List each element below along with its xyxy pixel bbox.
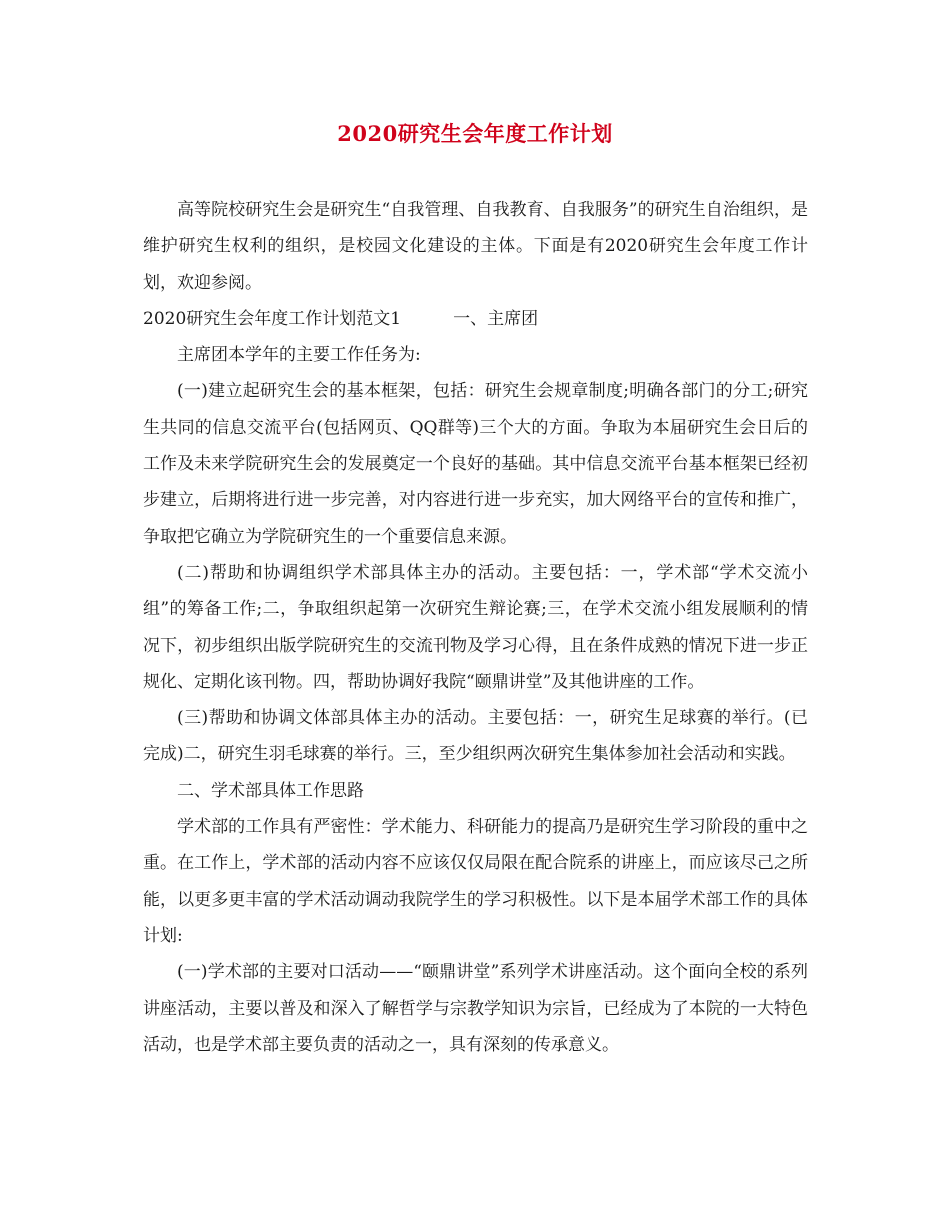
section2-heading: 二、学术部具体工作思路 [177,780,364,801]
section2-paragraph: 学术部的工作具有严密性：学术能力、科研能力的提高乃是研究生学习阶段的重中之重。在工作上，学术部的活动内容不应该仅仅局限在配合院系的讲座上，而应该尽己之所能，以更多更丰富的学术活动调动我院学生的学习积极性。以下是本届学术部工作的具体计划: [143,817,808,946]
document-body [143,192,808,1063]
sample-heading-line [143,301,808,337]
section1-lead: 主席团本学年的主要工作任务为: [177,345,421,366]
section1-heading: 一、主席团 [453,308,539,329]
sample-heading: 2020研究生会年度工作计划范文1 [143,308,402,329]
section1-item1: (一)建立起研究生会的基本框架，包括：研究生会规章制度;明确各部门的分工;研究生共同的信息交流平台(包括网页、QQ群等)三个大的方面。争取为本届研究生会日后的工作及未来学院研究生会的发展奠定一个良好的基础。其中信息交流平台基本框架已经初步建立，后期将进行进一步完善，对内容进行进一步充实，加大网络平台的宣传和推广，争取把它确立为学院研究生的一个重要信息来源。 [143,381,808,547]
intro-paragraph: 高等院校研究生会是研究生“自我管理、自我教育、自我服务”的研究生自治组织，是维护研究生权利的组织，是校园文化建设的主体。下面是有2020研究生会年度工作计划，欢迎参阅。 [143,200,808,293]
section1-item2: (二)帮助和协调组织学术部具体主办的活动。主要包括：一，学术部“学术交流小组”的筹备工作;二，争取组织起第一次研究生辩论赛;三，在学术交流小组发展顺利的情况下，初步组织出版学院研究生的交流刊物及学习心得，且在条件成熟的情况下进一步正规化、定期化该刊物。四，帮助协调好我院“颐鼎讲堂”及其他讲座的工作。 [143,562,808,692]
section1-item3: (三)帮助和协调文体部具体主办的活动。主要包括：一，研究生足球赛的举行。(已完成)二，研究生羽毛球赛的举行。三，至少组织两次研究生集体参加社会活动和实践。 [143,708,808,765]
document-title: 2020研究生会年度工作计划 [337,121,613,146]
section2-item1: (一)学术部的主要对口活动——“颐鼎讲堂”系列学术讲座活动。这个面向全校的系列讲座活动，主要以普及和深入了解哲学与宗教学知识为宗旨，已经成为了本院的一大特色活动，也是学术部主要负责的活动之一，具有深刻的传承意义。 [143,962,808,1055]
